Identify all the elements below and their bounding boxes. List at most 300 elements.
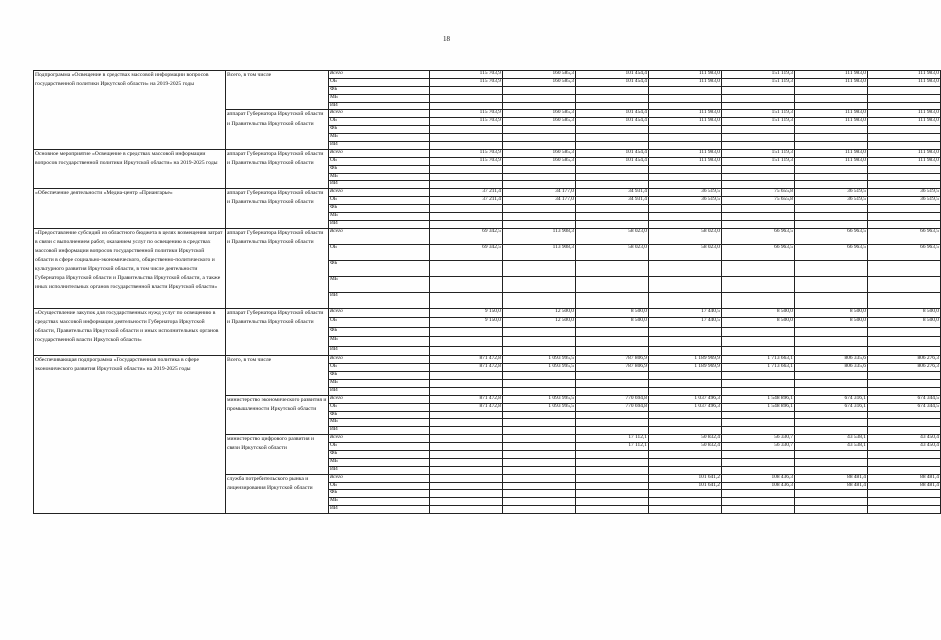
amount-cell: [430, 94, 503, 102]
amount-cell: 12 500,0: [503, 318, 576, 328]
funding-source: МБ: [329, 94, 430, 102]
funding-source: МБ: [329, 173, 430, 181]
amount-cell: [503, 411, 576, 419]
amount-cell: 871 472,8: [430, 364, 503, 372]
amount-cell: [795, 498, 868, 506]
amount-cell: [649, 173, 722, 181]
amount-cell: [795, 490, 868, 498]
funding-source: Всего: [329, 435, 430, 443]
amount-cell: 115 703,9: [430, 157, 503, 165]
amount-cell: [868, 126, 941, 134]
amount-cell: [576, 466, 649, 474]
funding-source: ИИ: [329, 506, 430, 514]
amount-cell: [430, 260, 503, 276]
funding-source: ИИ: [329, 427, 430, 435]
amount-cell: 8 500,0: [868, 318, 941, 328]
program-description: «Осуществление закупок для государственных нужд услуг по освещению в средствах массовой информации деятельности Губернатора Иркутской области, Правительства Иркутской области и иных исполнительных органов государственной власти Иркутской области»: [34, 308, 226, 356]
amount-cell: 1 093 995,5: [503, 403, 576, 411]
amount-cell: 806 276,3: [868, 364, 941, 372]
amount-cell: 101 454,4: [576, 110, 649, 118]
amount-cell: [795, 276, 868, 292]
amount-cell: [722, 458, 795, 466]
funding-source: МБ: [329, 458, 430, 466]
amount-cell: [649, 337, 722, 347]
amount-cell: [795, 173, 868, 181]
amount-cell: 674 344,5: [868, 395, 941, 403]
funding-source: Всего: [329, 228, 430, 244]
amount-cell: [649, 213, 722, 221]
amount-cell: 871 472,8: [430, 395, 503, 403]
amount-cell: 674 344,5: [868, 403, 941, 411]
amount-cell: [503, 443, 576, 451]
amount-cell: 8 500,0: [868, 308, 941, 318]
amount-cell: 36 519,5: [649, 197, 722, 205]
amount-cell: 58 023,0: [649, 244, 722, 260]
amount-cell: 88 481,4: [868, 482, 941, 490]
amount-cell: [576, 173, 649, 181]
amount-cell: [430, 86, 503, 94]
amount-cell: [503, 213, 576, 221]
amount-cell: [576, 490, 649, 498]
amount-cell: [503, 466, 576, 474]
amount-cell: [576, 451, 649, 459]
executor-cell: министерство экономического развития и промышленности Иркутской области: [226, 395, 329, 434]
amount-cell: [503, 435, 576, 443]
amount-cell: [576, 411, 649, 419]
budget-table: [33, 70, 941, 514]
amount-cell: 101 454,4: [576, 118, 649, 126]
amount-cell: 111 983,0: [868, 118, 941, 126]
amount-cell: [430, 411, 503, 419]
amount-cell: [430, 506, 503, 514]
amount-cell: 36 519,5: [868, 197, 941, 205]
amount-cell: 1 037 496,3: [649, 395, 722, 403]
amount-cell: [722, 498, 795, 506]
amount-cell: 56 330,7: [722, 435, 795, 443]
amount-cell: [868, 260, 941, 276]
funding-source: ИИ: [329, 292, 430, 308]
amount-cell: 151 119,3: [722, 78, 795, 86]
amount-cell: [722, 419, 795, 427]
amount-cell: [722, 411, 795, 419]
amount-cell: [795, 213, 868, 221]
amount-cell: 56 330,7: [722, 443, 795, 451]
amount-cell: [430, 205, 503, 213]
amount-cell: [795, 506, 868, 514]
amount-cell: [722, 86, 795, 94]
amount-cell: [649, 466, 722, 474]
executor-cell: аппарат Губернатора Иркутской области и Правительства Иркутской области: [226, 189, 329, 228]
amount-cell: 115 703,9: [430, 71, 503, 79]
amount-cell: 1 189 969,9: [649, 356, 722, 364]
amount-cell: [503, 379, 576, 387]
program-description: Основное мероприятие «Освещение в средствах массовой информации вопросов государственной политики Иркутской области» на 2019-2025 годы: [34, 149, 226, 188]
amount-cell: [868, 173, 941, 181]
funding-source: МБ: [329, 213, 430, 221]
amount-cell: 111 983,0: [868, 110, 941, 118]
amount-cell: [868, 337, 941, 347]
amount-cell: 806 276,3: [868, 356, 941, 364]
funding-source: ИИ: [329, 102, 430, 110]
amount-cell: [795, 419, 868, 427]
executor-cell: аппарат Губернатора Иркутской области и Правительства Иркутской области: [226, 228, 329, 308]
funding-source: ФБ: [329, 165, 430, 173]
amount-cell: [503, 419, 576, 427]
amount-cell: 75 655,8: [722, 197, 795, 205]
amount-cell: [795, 134, 868, 142]
amount-cell: [576, 126, 649, 134]
amount-cell: [430, 134, 503, 142]
funding-source: Всего: [329, 189, 430, 197]
amount-cell: 111 983,0: [649, 110, 722, 118]
funding-source: ИИ: [329, 181, 430, 189]
executor-cell: Всего, в том числе: [226, 71, 329, 110]
funding-source: ФБ: [329, 260, 430, 276]
amount-cell: 111 983,0: [868, 78, 941, 86]
amount-cell: [430, 435, 503, 443]
amount-cell: 88 481,4: [868, 474, 941, 482]
amount-cell: 115 703,9: [430, 110, 503, 118]
amount-cell: [868, 134, 941, 142]
amount-cell: [795, 94, 868, 102]
amount-cell: 36 519,5: [795, 189, 868, 197]
amount-cell: [722, 490, 795, 498]
amount-cell: 58 023,0: [576, 244, 649, 260]
amount-cell: 36 519,5: [649, 189, 722, 197]
funding-source: МБ: [329, 276, 430, 292]
amount-cell: [430, 490, 503, 498]
amount-cell: [430, 498, 503, 506]
amount-cell: [576, 482, 649, 490]
amount-cell: 8 500,0: [722, 308, 795, 318]
amount-cell: [430, 458, 503, 466]
amount-cell: [868, 213, 941, 221]
funding-source: ФБ: [329, 451, 430, 459]
amount-cell: [430, 482, 503, 490]
amount-cell: [722, 260, 795, 276]
amount-cell: 111 983,0: [649, 78, 722, 86]
amount-cell: [649, 134, 722, 142]
amount-cell: [649, 451, 722, 459]
funding-source: Всего: [329, 474, 430, 482]
amount-cell: 1 713 663,1: [722, 364, 795, 372]
amount-cell: [795, 411, 868, 419]
funding-source: ОБ: [329, 78, 430, 86]
funding-source: МБ: [329, 379, 430, 387]
funding-source: ИИ: [329, 346, 430, 356]
amount-cell: 9 150,0: [430, 318, 503, 328]
amount-cell: 101 454,4: [576, 149, 649, 157]
amount-cell: 88 481,4: [795, 474, 868, 482]
executor-cell: аппарат Губернатора Иркутской области и Правительства Иркутской области: [226, 308, 329, 356]
amount-cell: 111 983,0: [649, 157, 722, 165]
amount-cell: [868, 372, 941, 380]
amount-cell: [576, 372, 649, 380]
amount-cell: 66 963,5: [868, 228, 941, 244]
amount-cell: 806 335,6: [795, 364, 868, 372]
amount-cell: 1 713 663,1: [722, 356, 795, 364]
amount-cell: 113 908,3: [503, 228, 576, 244]
amount-cell: [503, 327, 576, 337]
amount-cell: 8 500,0: [722, 318, 795, 328]
amount-cell: [795, 466, 868, 474]
amount-cell: 111 983,0: [649, 71, 722, 79]
amount-cell: [649, 411, 722, 419]
amount-cell: 871 472,8: [430, 403, 503, 411]
amount-cell: [722, 327, 795, 337]
amount-cell: 17 112,1: [576, 435, 649, 443]
amount-cell: [430, 327, 503, 337]
amount-cell: 37 211,4: [430, 197, 503, 205]
funding-source: ОБ: [329, 118, 430, 126]
amount-cell: 111 983,0: [649, 118, 722, 126]
amount-cell: [795, 126, 868, 134]
amount-cell: 160 585,3: [503, 110, 576, 118]
funding-source: ИИ: [329, 220, 430, 228]
page-number: 18: [443, 35, 450, 43]
amount-cell: [649, 419, 722, 427]
amount-cell: [503, 86, 576, 94]
amount-cell: [722, 292, 795, 308]
funding-source: Всего: [329, 71, 430, 79]
funding-source: ОБ: [329, 482, 430, 490]
funding-source: ОБ: [329, 443, 430, 451]
amount-cell: 1 189 969,9: [649, 364, 722, 372]
amount-cell: 151 119,3: [722, 157, 795, 165]
amount-cell: 17 440,5: [649, 308, 722, 318]
amount-cell: [430, 126, 503, 134]
amount-cell: 69 342,5: [430, 244, 503, 260]
amount-cell: [868, 498, 941, 506]
amount-cell: [503, 474, 576, 482]
amount-cell: 111 983,0: [795, 149, 868, 157]
amount-cell: [503, 94, 576, 102]
amount-cell: [503, 165, 576, 173]
amount-cell: [503, 490, 576, 498]
amount-cell: [722, 451, 795, 459]
funding-source: ФБ: [329, 411, 430, 419]
program-description: Подпрограмма «Освещение в средствах массовой информации вопросов государственной политики Иркутской области» на 2019-2025 годы: [34, 71, 226, 150]
amount-cell: 871 472,8: [430, 356, 503, 364]
funding-source: ФБ: [329, 205, 430, 213]
amount-cell: 111 983,0: [795, 110, 868, 118]
executor-cell: аппарат Губернатора Иркутской области и Правительства Иркутской области: [226, 110, 329, 149]
amount-cell: 66 963,5: [795, 244, 868, 260]
amount-cell: [795, 292, 868, 308]
amount-cell: 34 931,4: [576, 189, 649, 197]
funding-source: Всего: [329, 149, 430, 157]
amount-cell: 1 037 496,3: [649, 403, 722, 411]
amount-cell: [430, 173, 503, 181]
amount-cell: [649, 458, 722, 466]
amount-cell: 108 436,3: [722, 482, 795, 490]
amount-cell: 69 342,5: [430, 228, 503, 244]
amount-cell: 101 454,4: [576, 157, 649, 165]
funding-source: ОБ: [329, 157, 430, 165]
amount-cell: [503, 292, 576, 308]
amount-cell: [649, 498, 722, 506]
amount-cell: [503, 126, 576, 134]
amount-cell: [795, 451, 868, 459]
amount-cell: 806 335,6: [795, 356, 868, 364]
amount-cell: 113 908,3: [503, 244, 576, 260]
amount-cell: [649, 379, 722, 387]
amount-cell: 8 500,0: [576, 308, 649, 318]
amount-cell: 111 983,0: [795, 157, 868, 165]
funding-source: МБ: [329, 337, 430, 347]
amount-cell: [430, 443, 503, 451]
amount-cell: 66 963,5: [868, 244, 941, 260]
amount-cell: 58 023,0: [576, 228, 649, 244]
amount-cell: [503, 337, 576, 347]
amount-cell: [722, 337, 795, 347]
amount-cell: [430, 292, 503, 308]
funding-source: Всего: [329, 110, 430, 118]
amount-cell: [576, 506, 649, 514]
amount-cell: 151 119,3: [722, 118, 795, 126]
amount-cell: [576, 165, 649, 173]
amount-cell: [722, 165, 795, 173]
amount-cell: 160 585,3: [503, 71, 576, 79]
amount-cell: [649, 165, 722, 173]
amount-cell: [649, 372, 722, 380]
amount-cell: [868, 506, 941, 514]
amount-cell: 8 500,0: [795, 318, 868, 328]
amount-cell: 1 093 995,5: [503, 356, 576, 364]
funding-source: ФБ: [329, 327, 430, 337]
funding-source: ФБ: [329, 126, 430, 134]
amount-cell: 787 806,9: [576, 364, 649, 372]
amount-cell: 160 585,3: [503, 78, 576, 86]
amount-cell: [430, 474, 503, 482]
amount-cell: [503, 458, 576, 466]
amount-cell: 111 983,0: [868, 149, 941, 157]
amount-cell: [576, 94, 649, 102]
funding-source: ОБ: [329, 403, 430, 411]
funding-source: ОБ: [329, 197, 430, 205]
amount-cell: 674 316,1: [795, 395, 868, 403]
amount-cell: [503, 427, 576, 435]
amount-cell: 75 655,8: [722, 189, 795, 197]
amount-cell: [503, 498, 576, 506]
executor-cell: служба потребительского рынка и лицензирования Иркутской области: [226, 474, 329, 513]
amount-cell: [576, 276, 649, 292]
amount-cell: 9 150,0: [430, 308, 503, 318]
amount-cell: [722, 466, 795, 474]
amount-cell: 43 538,1: [795, 435, 868, 443]
amount-cell: 115 703,9: [430, 118, 503, 126]
funding-source: Всего: [329, 356, 430, 364]
amount-cell: 17 440,5: [649, 318, 722, 328]
funding-source: ФБ: [329, 86, 430, 94]
amount-cell: [576, 474, 649, 482]
funding-source: ОБ: [329, 364, 430, 372]
amount-cell: [430, 419, 503, 427]
funding-source: ФБ: [329, 372, 430, 380]
funding-source: Всего: [329, 395, 430, 403]
amount-cell: [503, 134, 576, 142]
amount-cell: [868, 205, 941, 213]
amount-cell: [795, 379, 868, 387]
amount-cell: [430, 165, 503, 173]
amount-cell: [576, 260, 649, 276]
amount-cell: [503, 260, 576, 276]
amount-cell: [649, 490, 722, 498]
amount-cell: [868, 94, 941, 102]
amount-cell: [503, 506, 576, 514]
funding-source: Всего: [329, 308, 430, 318]
funding-source: ИИ: [329, 466, 430, 474]
amount-cell: [576, 213, 649, 221]
amount-cell: [503, 372, 576, 380]
amount-cell: [795, 165, 868, 173]
amount-cell: 17 112,1: [576, 443, 649, 451]
amount-cell: [503, 205, 576, 213]
amount-cell: [649, 205, 722, 213]
program-description: «Обеспечение деятельности «Медиа-центр «Приангарье»: [34, 189, 226, 228]
funding-source: ОБ: [329, 318, 430, 328]
amount-cell: [503, 173, 576, 181]
table-row: [34, 228, 941, 244]
amount-cell: [868, 451, 941, 459]
amount-cell: [430, 213, 503, 221]
amount-cell: [868, 276, 941, 292]
amount-cell: [576, 205, 649, 213]
amount-cell: [722, 276, 795, 292]
amount-cell: [649, 260, 722, 276]
amount-cell: [430, 372, 503, 380]
amount-cell: [430, 427, 503, 435]
amount-cell: 111 983,0: [795, 71, 868, 79]
amount-cell: 36 519,5: [795, 197, 868, 205]
amount-cell: 151 119,3: [722, 149, 795, 157]
amount-cell: 115 703,9: [430, 149, 503, 157]
amount-cell: [503, 276, 576, 292]
amount-cell: 674 316,1: [795, 403, 868, 411]
amount-cell: 115 703,9: [430, 78, 503, 86]
amount-cell: 101 454,4: [576, 78, 649, 86]
amount-cell: [795, 337, 868, 347]
amount-cell: 43 450,4: [868, 443, 941, 451]
funding-source: ФБ: [329, 490, 430, 498]
amount-cell: 101 641,2: [649, 474, 722, 482]
amount-cell: [868, 86, 941, 94]
amount-cell: [795, 260, 868, 276]
amount-cell: [722, 379, 795, 387]
amount-cell: [649, 506, 722, 514]
amount-cell: 101 454,4: [576, 71, 649, 79]
funding-source: МБ: [329, 498, 430, 506]
amount-cell: [649, 327, 722, 337]
amount-cell: 50 832,4: [649, 443, 722, 451]
amount-cell: [430, 451, 503, 459]
amount-cell: 12 500,0: [503, 308, 576, 318]
amount-cell: [430, 379, 503, 387]
amount-cell: 37 211,4: [430, 189, 503, 197]
amount-cell: [868, 419, 941, 427]
amount-cell: [576, 86, 649, 94]
amount-cell: 151 119,3: [722, 71, 795, 79]
amount-cell: [795, 327, 868, 337]
amount-cell: [649, 276, 722, 292]
amount-cell: [576, 498, 649, 506]
amount-cell: [795, 372, 868, 380]
amount-cell: [868, 490, 941, 498]
amount-cell: [649, 126, 722, 134]
amount-cell: 1 548 896,1: [722, 395, 795, 403]
amount-cell: [430, 466, 503, 474]
amount-cell: 88 481,4: [795, 482, 868, 490]
